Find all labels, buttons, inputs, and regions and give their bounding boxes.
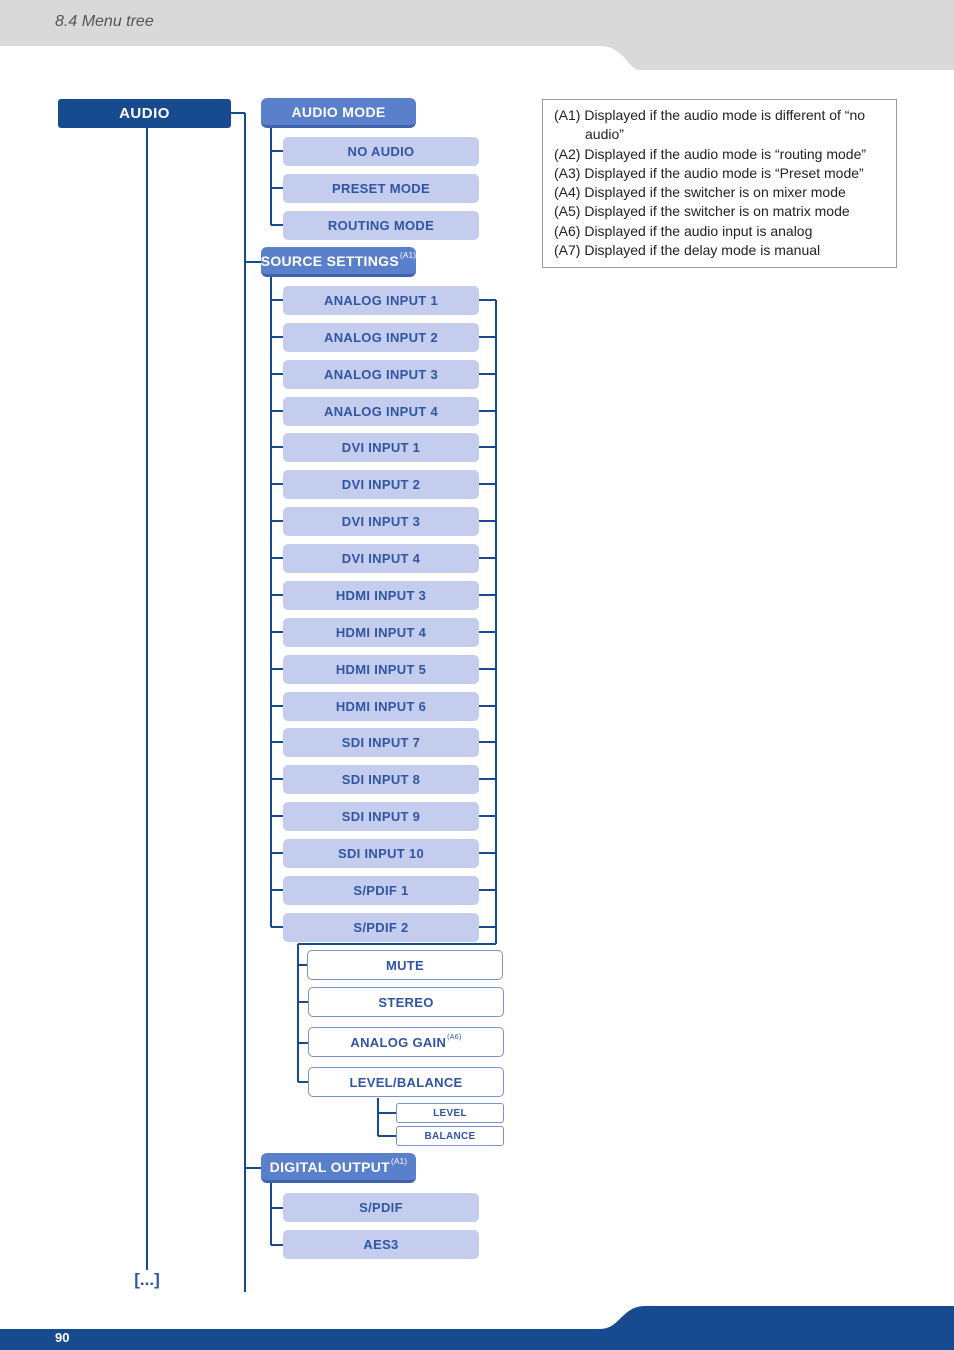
menu-option-analog-gain[interactable] xyxy=(308,1027,504,1057)
menu-item-sdi-input-10[interactable]: SDI INPUT 10 xyxy=(283,839,479,868)
menu-item-routing-mode[interactable]: ROUTING MODE xyxy=(283,211,479,240)
menu-item-aes3[interactable]: AES3 xyxy=(283,1230,479,1259)
footnote-a1: (A1) Displayed if the audio mode is different of “no audio” xyxy=(554,107,866,143)
menu-continuation: [...] xyxy=(134,1270,160,1289)
menu-item-spdif-1[interactable]: S/PDIF 1 xyxy=(283,876,479,905)
menu-option-stereo[interactable]: STEREO xyxy=(308,987,504,1017)
footnote-ref-a1-output: (A1) xyxy=(391,1157,408,1166)
menu-root-audio[interactable]: AUDIO xyxy=(58,99,231,128)
menu-option-analog-gain-label: ANALOG GAIN xyxy=(350,1034,447,1050)
page-number: 90 xyxy=(55,1330,70,1345)
menu-item-dvi-input-3[interactable]: DVI INPUT 3 xyxy=(283,507,479,536)
footnote-ref-a6: (A6) xyxy=(447,1033,462,1041)
menu-item-analog-input-3[interactable]: ANALOG INPUT 3 xyxy=(283,360,479,389)
menu-item-sdi-input-8[interactable]: SDI INPUT 8 xyxy=(283,765,479,794)
menu-item-spdif-2[interactable]: S/PDIF 2 xyxy=(283,913,479,942)
menu-item-dvi-input-4[interactable]: DVI INPUT 4 xyxy=(283,544,479,573)
footnote-a6: (A6) Displayed if the audio input is analog xyxy=(554,222,813,239)
menu-item-preset-mode[interactable]: PRESET MODE xyxy=(283,174,479,203)
menu-item-no-audio[interactable]: NO AUDIO xyxy=(283,137,479,166)
menu-option-mute[interactable]: MUTE xyxy=(307,950,503,980)
menu-source-settings-label: SOURCE SETTINGS xyxy=(260,252,399,269)
footnote-a5: (A5) Displayed if the switcher is on matrix mode xyxy=(554,203,850,220)
menu-item-dvi-input-1[interactable]: DVI INPUT 1 xyxy=(283,433,479,462)
menu-item-analog-input-1[interactable]: ANALOG INPUT 1 xyxy=(283,286,479,315)
footnote-a3: (A3) Displayed if the audio mode is “Preset mode” xyxy=(554,164,864,181)
menu-option-balance[interactable]: BALANCE xyxy=(396,1126,504,1146)
menu-audio-mode[interactable]: AUDIO MODE xyxy=(261,98,416,128)
footnote-ref-a1: (A1) xyxy=(399,251,417,260)
menu-option-level-balance[interactable]: LEVEL/BALANCE xyxy=(308,1067,504,1097)
menu-item-sdi-input-9[interactable]: SDI INPUT 9 xyxy=(283,802,479,831)
menu-item-analog-input-4[interactable]: ANALOG INPUT 4 xyxy=(283,397,479,426)
menu-item-sdi-input-7[interactable]: SDI INPUT 7 xyxy=(283,728,479,757)
menu-item-spdif[interactable]: S/PDIF xyxy=(283,1193,479,1222)
menu-item-hdmi-input-4[interactable]: HDMI INPUT 4 xyxy=(283,618,479,647)
menu-item-hdmi-input-6[interactable]: HDMI INPUT 6 xyxy=(283,692,479,721)
menu-item-dvi-input-2[interactable]: DVI INPUT 2 xyxy=(283,470,479,499)
section-title: 8.4 Menu tree xyxy=(55,13,154,30)
menu-digital-output[interactable] xyxy=(261,1153,416,1183)
menu-digital-output-label: DIGITAL OUTPUT xyxy=(269,1158,390,1175)
footnote-a7: (A7) Displayed if the delay mode is manual xyxy=(554,242,821,259)
menu-source-settings[interactable] xyxy=(261,247,416,277)
menu-option-level[interactable]: LEVEL xyxy=(396,1103,504,1123)
footnote-a2: (A2) Displayed if the audio mode is “routing mode” xyxy=(554,145,867,162)
menu-item-hdmi-input-3[interactable]: HDMI INPUT 3 xyxy=(283,581,479,610)
footnotes-box xyxy=(542,99,897,268)
footnote-a4: (A4) Displayed if the switcher is on mixer mode xyxy=(554,184,846,201)
menu-item-analog-input-2[interactable]: ANALOG INPUT 2 xyxy=(283,323,479,352)
menu-item-hdmi-input-5[interactable]: HDMI INPUT 5 xyxy=(283,655,479,684)
